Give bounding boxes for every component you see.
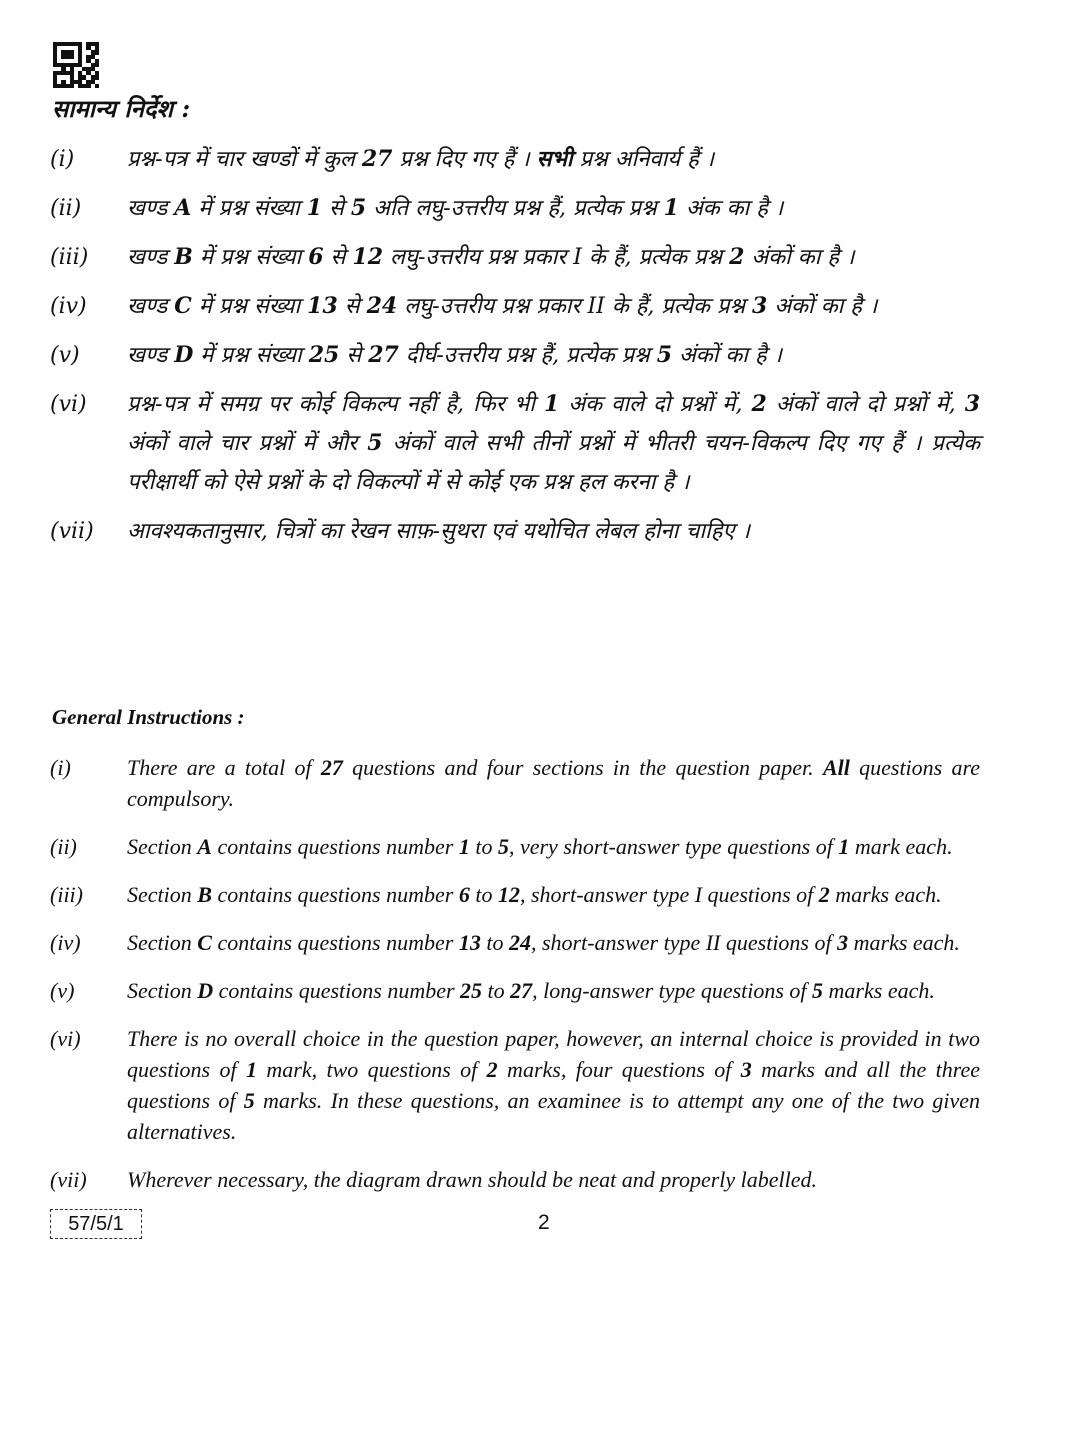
instruction-number: (v) bbox=[50, 978, 75, 1003]
instruction-number: (vii) bbox=[50, 519, 94, 544]
instruction-number: (i) bbox=[50, 147, 75, 172]
english-instructions-list bbox=[50, 752, 980, 1212]
hindi-instruction-item bbox=[50, 140, 980, 179]
instruction-number: (iv) bbox=[50, 294, 87, 319]
instruction-text: प्रश्न-पत्र में समग्र पर कोई विकल्प नहीं है, फिर भी 1 अंक वाले दो प्रश्नों में, 2 अंकों वाले दो प्रश्नों में, 3 अंकों वाले चार प्रश्नों में और 5 अंकों वाले सभी तीनों प्रश्नों में भीतरी चयन-विकल्प दिए गए हैं । प्रत्येक परीक्षार्थी को ऐसे प्रश्नों के दो विकल्पों में से कोई एक प्रश्न हल करना है । bbox=[127, 391, 980, 495]
instruction-number: (ii) bbox=[50, 196, 82, 221]
instruction-text: Wherever necessary, the diagram drawn should be neat and properly labelled. bbox=[127, 1167, 818, 1192]
hindi-instructions-title: सामान्य निर्देश : bbox=[52, 94, 191, 123]
english-instruction-item bbox=[50, 879, 980, 910]
english-instruction-item bbox=[50, 752, 980, 814]
page-number: 2 bbox=[538, 1211, 550, 1234]
instruction-text: खण्ड B में प्रश्न संख्या 6 से 12 लघु-उत्तरीय प्रश्न प्रकार I के हैं, प्रत्येक प्रश्न 2 अंकों का है । bbox=[127, 244, 855, 270]
english-instruction-item bbox=[50, 831, 980, 862]
hindi-instruction-item bbox=[50, 287, 980, 326]
hindi-instruction-item bbox=[50, 336, 980, 375]
paper-code: 57/5/1 bbox=[50, 1209, 142, 1239]
instruction-text: खण्ड A में प्रश्न संख्या 1 से 5 अति लघु-उत्तरीय प्रश्न हैं, प्रत्येक प्रश्न 1 अंक का है । bbox=[127, 195, 784, 221]
english-instructions-title: General Instructions : bbox=[52, 705, 245, 729]
instruction-text: There are a total of 27 questions and four sections in the question paper. All questions are compulsory. bbox=[127, 755, 981, 811]
instruction-number: (iii) bbox=[50, 882, 83, 907]
english-instruction-item bbox=[50, 975, 980, 1006]
english-instruction-item bbox=[50, 1164, 980, 1195]
instruction-number: (v) bbox=[50, 343, 80, 368]
instruction-text: Section B contains questions number 6 to 12, short-answer type I questions of 2 marks each. bbox=[127, 882, 942, 907]
instruction-text: प्रश्न-पत्र में चार खण्डों में कुल 27 प्रश्न दिए गए हैं । सभी प्रश्न अनिवार्य हैं । bbox=[127, 146, 715, 172]
instruction-number: (vii) bbox=[50, 1167, 87, 1192]
instruction-text: Section C contains questions number 13 to 24, short-answer type II questions of 3 marks each. bbox=[127, 930, 960, 955]
hindi-instruction-item bbox=[50, 238, 980, 277]
hindi-instruction-item bbox=[50, 385, 980, 502]
hindi-instruction-item bbox=[50, 189, 980, 228]
instruction-number: (iv) bbox=[50, 930, 81, 955]
instruction-text: आवश्यकतानुसार, चित्रों का रेखन साफ़-सुथरा एवं यथोचित लेबल होना चाहिए । bbox=[127, 519, 750, 544]
instruction-text: There is no overall choice in the question paper, however, an internal choice is provided in two questions of 1 mark, two questions of 2 marks, four questions of 3 marks and all the three questions of 5 marks. In these questions, an examinee is to attempt any one of the two given alternatives. bbox=[127, 1026, 980, 1144]
english-instruction-item bbox=[50, 1023, 980, 1147]
english-instruction-item bbox=[50, 927, 980, 958]
instruction-text: खण्ड D में प्रश्न संख्या 25 से 27 दीर्घ-उत्तरीय प्रश्न हैं, प्रत्येक प्रश्न 5 अंकों का है । bbox=[127, 342, 782, 368]
instruction-number: (vi) bbox=[50, 392, 87, 417]
instruction-text: Section D contains questions number 25 to 27, long-answer type questions of 5 marks each. bbox=[127, 978, 935, 1003]
instruction-number: (i) bbox=[50, 755, 71, 780]
hindi-instruction-item bbox=[50, 512, 980, 551]
hindi-instructions-list bbox=[50, 140, 980, 561]
instruction-number: (iii) bbox=[50, 245, 89, 270]
qr-code-icon bbox=[53, 42, 99, 88]
instruction-text: खण्ड C में प्रश्न संख्या 13 से 24 लघु-उत्तरीय प्रश्न प्रकार II के हैं, प्रत्येक प्रश्न 3 अंकों का है । bbox=[127, 293, 878, 319]
instruction-number: (ii) bbox=[50, 834, 77, 859]
instruction-number: (vi) bbox=[50, 1026, 81, 1051]
instruction-text: Section A contains questions number 1 to 5, very short-answer type questions of 1 mark each. bbox=[127, 834, 953, 859]
